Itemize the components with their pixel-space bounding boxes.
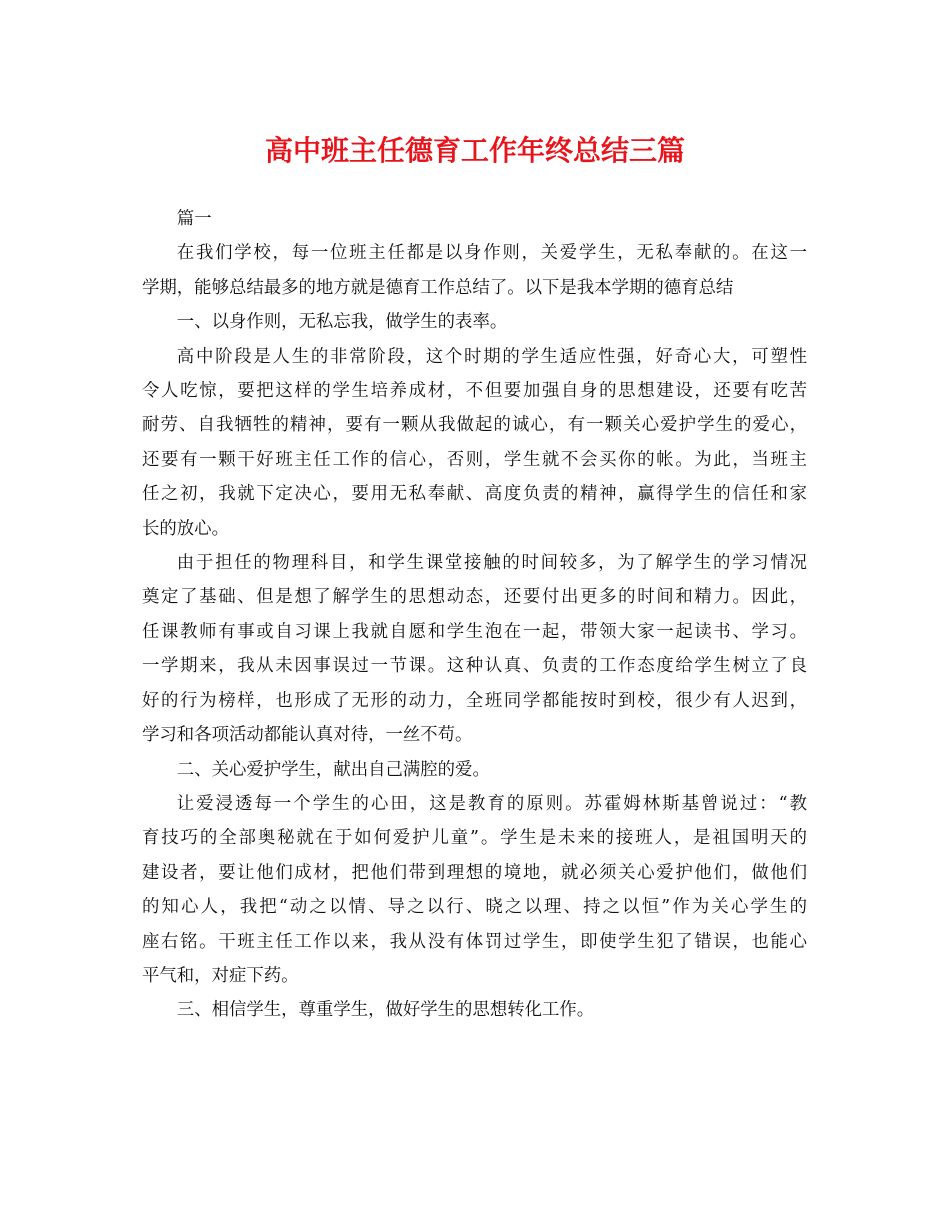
document-title: 高中班主任德育工作年终总结三篇 (264, 134, 685, 167)
paragraph-line: 的知心人，我把“动之以情、导之以行、晓之以理、持之以恒”作为关心学生的 (142, 897, 807, 918)
section-heading: 一、以身作则，无私忘我，做学生的表率。 (176, 312, 508, 333)
paragraph-line: 育技巧的全部奥秘就在于如何爱护儿童”。学生是未来的接班人，是祖国明天的 (142, 828, 807, 849)
paragraph-line: 任课教师有事或自习课上我就自愿和学生泡在一起，带领大家一起读书、学习。 (142, 621, 807, 642)
paragraph-line: 耐劳、自我牺牲的精神，要有一颗从我做起的诚心，有一颗关心爱护学生的爱心， (142, 415, 807, 436)
paragraph-line: 还要有一颗干好班主任工作的信心，否则，学生就不会买你的帐。为此，当班主 (142, 449, 807, 470)
paragraph-line: 好的行为榜样，也形成了无形的动力，全班同学都能按时到校，很少有人迟到， (142, 690, 807, 711)
paragraph-line: 在我们学校，每一位班主任都是以身作则，关爱学生，无私奉献的。在这一 (176, 243, 807, 264)
paragraph-line: 任之初，我就下定决心，要用无私奉献、高度负责的精神，赢得学生的信任和家 (142, 484, 807, 505)
paragraph-line: 高中阶段是人生的非常阶段，这个时期的学生适应性强，好奇心大，可塑性 (176, 346, 807, 367)
paragraph-line: 令人吃惊，要把这样的学生培养成材，不但要加强自身的思想建设，还要有吃苦 (142, 381, 807, 402)
paragraph-line: 平气和，对症下药。 (142, 965, 299, 986)
paragraph-line: 学习和各项活动都能认真对待，一丝不苟。 (142, 725, 473, 746)
paragraph-line: 学期，能够总结最多的地方就是德育工作总结了。以下是我本学期的德育总结 (142, 277, 734, 298)
section-heading: 三、相信学生，尊重学生，做好学生的思想转化工作。 (176, 1000, 595, 1021)
paragraph-line: 让爱浸透每一个学生的心田，这是教育的原则。苏霍姆林斯基曾说过：“教 (176, 793, 807, 814)
paragraph-line: 建设者，要让他们成材，把他们带到理想的境地，就必须关心爱护他们，做他们 (142, 862, 807, 883)
paragraph-line: 座右铭。干班主任工作以来，我从没有体罚过学生，即使学生犯了错误，也能心 (142, 931, 807, 952)
section-heading: 二、关心爱护学生，献出自己满腔的爱。 (176, 759, 490, 780)
paragraph-line: 一学期来，我从未因事误过一节课。这种认真、负责的工作态度给学生树立了良 (142, 656, 807, 677)
paragraph-line: 奠定了基础、但是想了解学生的思想动态，还要付出更多的时间和精力。因此， (142, 587, 807, 608)
paragraph-line: 长的放心。 (142, 518, 229, 539)
part-heading: 篇一 (176, 209, 212, 229)
document-body (142, 202, 807, 1028)
paragraph-line: 由于担任的物理科目，和学生课堂接触的时间较多，为了解学生的学习情况 (176, 553, 807, 574)
